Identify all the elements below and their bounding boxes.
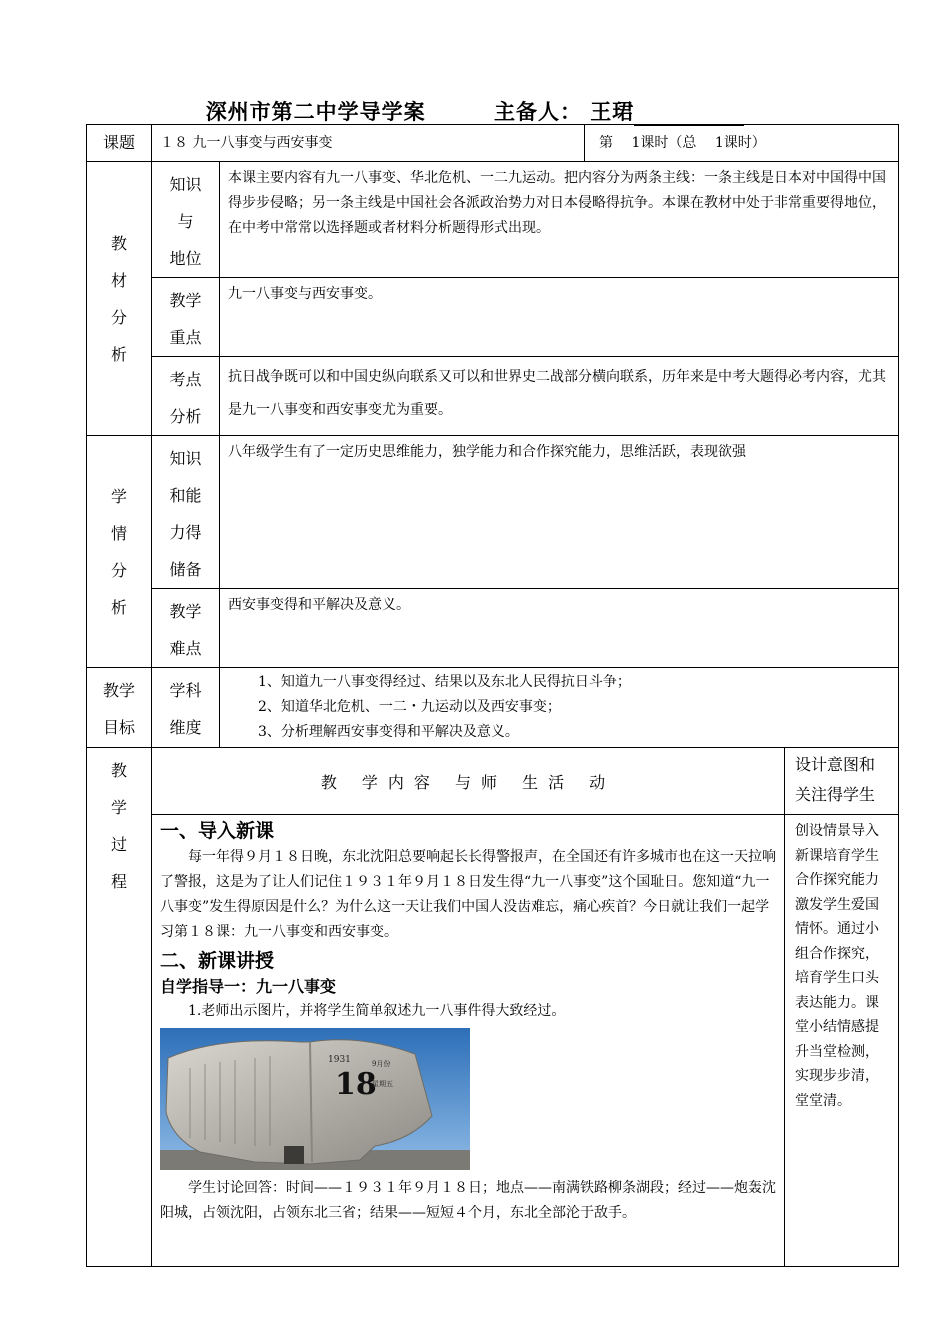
material-exam-label: 考点 分析 xyxy=(152,357,220,436)
students-ability-label: 知识 和能 力得 储备 xyxy=(152,436,220,589)
author-label: 主备人： 王珺 xyxy=(494,99,635,124)
material-exam-text: 抗日战争既可以和中国史纵向联系又可以和世界史二战部分横向联系，历年来是中考大题得必考内容，尤其是九一八事变和西安事变尤为重要。 xyxy=(220,357,899,436)
period-label: 第 1课时（总 1课时） xyxy=(585,125,899,162)
topic-label: 课题 xyxy=(87,125,152,162)
topic-value: １８ 九一八事变与西安事变 xyxy=(152,125,585,162)
material-row-exam xyxy=(87,357,899,436)
students-row-ability xyxy=(87,436,899,589)
intro-heading: 一、导入新课 xyxy=(160,820,275,842)
photo-year: 1931 xyxy=(328,1055,351,1065)
process-body-row xyxy=(87,815,899,1267)
process-side-notes: 创设情景导入新课培育学生合作探究能力激发学生爱国情怀。通过小组合作探究，培育学生口头表达能力。课堂小结情感提升当堂检测，实现步步清，堂堂清。 xyxy=(785,815,899,1267)
students-difficulty-text: 西安事变得和平解决及意义。 xyxy=(220,589,899,668)
topic-row xyxy=(87,125,899,162)
goals-row xyxy=(87,668,899,748)
guide-heading: 自学指导一：九一八事变 xyxy=(160,977,337,996)
discussion-text: 学生讨论回答：时间——１９３１年９月１８日；地点——南满铁路柳条湖段；经过——炮轰沈阳城，占领沈阳，占领东北三省；结果——短短４个月，东北全部沦于敌手。 xyxy=(160,1180,776,1221)
material-focus-text: 九一八事变与西安事变。 xyxy=(220,278,899,357)
photo-month: 9月份 xyxy=(372,1060,391,1068)
students-ability-text: 八年级学生有了一定历史思维能力，独学能力和合作探究能力，思维活跃，表现欲强 xyxy=(220,436,899,589)
photo-weekday: 星期五 xyxy=(372,1080,393,1088)
goal-item: 3、分析理解西安事变得和平解决及意义。 xyxy=(258,724,519,740)
process-content xyxy=(152,815,785,1267)
material-knowledge-text: 本课主要内容有九一八事变、华北危机、一二九运动。把内容分为两条主线：一条主线是日本对中国得中国得步步侵略；另一条主线是中国社会各派政治势力对日本侵略得抗争。本课在教材中处于非常重要得地位，在中考中常常以选择题或者材料分析题得形式出现。 xyxy=(220,162,899,278)
new-lesson-heading: 二、新课讲授 xyxy=(160,950,275,972)
document-title xyxy=(0,96,950,126)
students-section-label: 学 情 分 析 xyxy=(87,436,152,668)
goal-item: 1、知道九一八事变得经过、结果以及东北人民得抗日斗争； xyxy=(258,674,631,690)
material-section-label: 教 材 分 析 xyxy=(87,162,152,436)
process-header-row xyxy=(87,748,899,815)
process-section-label: 教 学 过 程 xyxy=(87,748,152,1267)
students-row-difficulty xyxy=(87,589,899,668)
lesson-plan-table xyxy=(86,124,899,1267)
material-row-knowledge xyxy=(87,162,899,278)
goals-section-label: 教学 目标 xyxy=(87,668,152,748)
material-focus-label: 教学 重点 xyxy=(152,278,220,357)
goal-item: 2、知道华北危机、一二・九运动以及西安事变； xyxy=(258,699,561,715)
material-row-focus xyxy=(87,278,899,357)
process-content-header: 教 学内容 与师 生活 动 xyxy=(152,748,785,815)
material-knowledge-label: 知识 与 地位 xyxy=(152,162,220,278)
goals-list xyxy=(220,668,899,748)
process-side-header: 设计意图和关注得学生 xyxy=(785,748,899,815)
intro-text: 每一年得９月１８日晚，东北沈阳总要响起长长得警报声，在全国还有许多城市也在这一天拉响了警报，这是为了让人们记住１９３１年９月１８日发生得“九一八事变”这个国耻日。您知道“九一八事变”发生得原因是什么？为什么这一天让我们中国人没齿难忘，痛心疾首？今日就让我们一起学习第１８课：九一八事变和西安事变。 xyxy=(160,849,776,940)
school-title: 深州市第二中学导学案 xyxy=(205,99,426,124)
monument-photo xyxy=(160,1028,470,1170)
guide-text: 1.老师出示图片，并将学生简单叙述九一八事件得大致经过。 xyxy=(188,1003,566,1019)
students-difficulty-label: 教学 难点 xyxy=(152,589,220,668)
photo-day: 18 xyxy=(335,1067,377,1102)
goals-sub-label: 学科 维度 xyxy=(152,668,220,748)
